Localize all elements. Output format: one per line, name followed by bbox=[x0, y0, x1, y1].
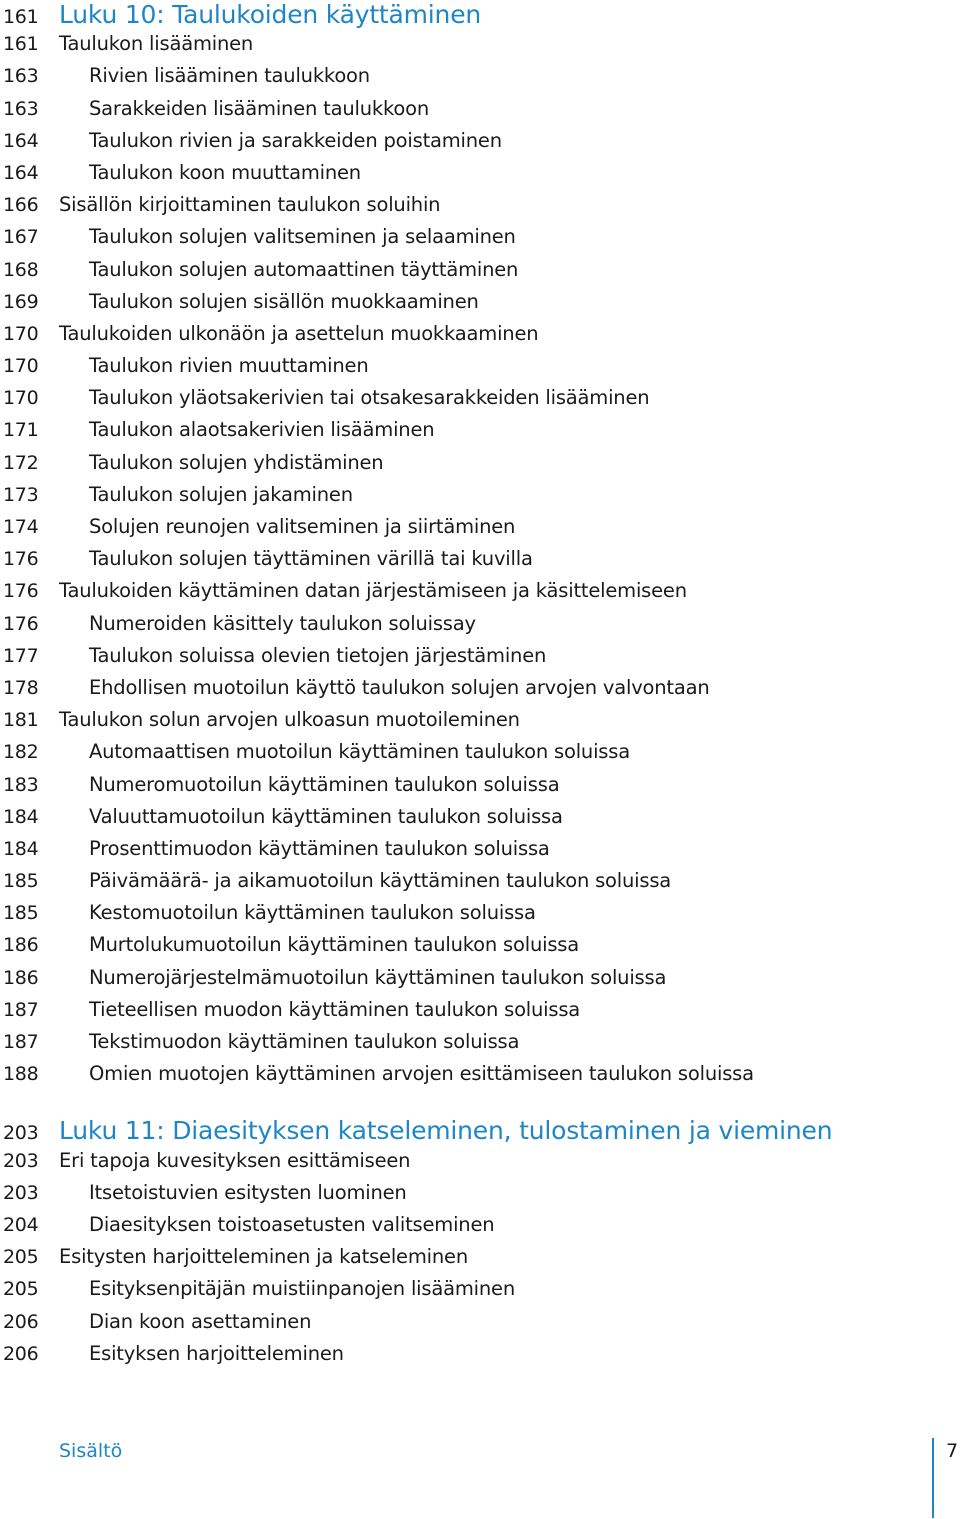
entry-title: Taulukon koon muuttaminen bbox=[89, 160, 361, 184]
toc-subsection-entry[interactable] bbox=[0, 773, 960, 805]
toc-subsection-entry[interactable] bbox=[0, 1277, 960, 1309]
entry-title: Taulukon rivien ja sarakkeiden poistaminen bbox=[89, 128, 502, 152]
chapter-block bbox=[0, 1116, 960, 1374]
entry-page-number: 203 bbox=[3, 1181, 39, 1204]
entry-title: Taulukon solujen jakaminen bbox=[89, 482, 353, 506]
entry-title: Ehdollisen muotoilun käyttö taulukon solujen arvojen valvontaan bbox=[89, 675, 710, 699]
entry-page-number: 185 bbox=[3, 902, 39, 925]
toc-subsection-entry[interactable] bbox=[0, 418, 960, 450]
entry-title: Taulukon soluissa olevien tietojen järjestäminen bbox=[89, 643, 547, 667]
chapter-title: Luku 11: Diaesityksen katseleminen, tulostaminen ja vieminen bbox=[59, 1116, 833, 1146]
entry-title: Murtolukumuotoilun käyttäminen taulukon soluissa bbox=[89, 933, 579, 957]
toc-subsection-entry[interactable] bbox=[0, 547, 960, 579]
toc-subsection-entry[interactable] bbox=[0, 451, 960, 483]
toc-subsection-entry[interactable] bbox=[0, 1213, 960, 1245]
toc-subsection-entry[interactable] bbox=[0, 1030, 960, 1062]
entry-title: Diaesityksen toistoasetusten valitseminen bbox=[89, 1212, 495, 1236]
footer-page-number: 7 bbox=[946, 1440, 959, 1462]
entry-title: Eri tapoja kuvesityksen esittämiseen bbox=[59, 1148, 411, 1172]
entry-page-number: 186 bbox=[3, 934, 39, 957]
toc-section-entry[interactable] bbox=[0, 1149, 960, 1181]
entry-title: Päivämäärä- ja aikamuotoilun käyttäminen taulukon soluissa bbox=[89, 869, 672, 893]
entry-page-number: 171 bbox=[3, 419, 39, 442]
chapter-page-number: 203 bbox=[3, 1122, 39, 1145]
toc-subsection-entry[interactable] bbox=[0, 64, 960, 96]
toc-section-entry[interactable] bbox=[0, 32, 960, 64]
toc-subsection-entry[interactable] bbox=[0, 483, 960, 515]
toc-subsection-entry[interactable] bbox=[0, 97, 960, 129]
entry-title: Taulukon lisääminen bbox=[59, 32, 254, 56]
toc-subsection-entry[interactable] bbox=[0, 161, 960, 193]
entry-title: Tieteellisen muodon käyttäminen taulukon soluissa bbox=[89, 997, 581, 1021]
entry-title: Solujen reunojen valitseminen ja siirtäminen bbox=[89, 515, 516, 538]
entry-page-number: 163 bbox=[3, 65, 39, 88]
entry-page-number: 170 bbox=[3, 355, 39, 378]
entry-page-number: 206 bbox=[3, 1310, 39, 1333]
entry-title: Prosenttimuodon käyttäminen taulukon soluissa bbox=[89, 836, 550, 860]
toc-subsection-entry[interactable] bbox=[0, 837, 960, 869]
entry-page-number: 185 bbox=[3, 870, 39, 893]
toc-section-entry[interactable] bbox=[0, 708, 960, 740]
toc-subsection-entry[interactable] bbox=[0, 515, 960, 547]
entry-title: Taulukon yläotsakerivien tai otsakesarakkeiden lisääminen bbox=[89, 386, 650, 410]
entry-title: Kestomuotoilun käyttäminen taulukon soluissa bbox=[89, 901, 536, 925]
toc-subsection-entry[interactable] bbox=[0, 290, 960, 322]
entry-title: Itsetoistuvien esitysten luominen bbox=[89, 1180, 407, 1204]
toc-subsection-entry[interactable] bbox=[0, 258, 960, 290]
entry-page-number: 168 bbox=[3, 258, 39, 281]
footer-section-title: Sisältö bbox=[59, 1440, 123, 1462]
entry-page-number: 172 bbox=[3, 451, 39, 474]
entry-page-number: 164 bbox=[3, 129, 39, 152]
toc-subsection-entry[interactable] bbox=[0, 1181, 960, 1213]
entry-title: Automaattisen muotoilun käyttäminen taulukon soluissa bbox=[89, 740, 630, 764]
toc-subsection-entry[interactable] bbox=[0, 966, 960, 998]
entry-page-number: 173 bbox=[3, 483, 39, 506]
entry-title: Numeromuotoilun käyttäminen taulukon soluissa bbox=[89, 772, 560, 796]
entry-title: Rivien lisääminen taulukkoon bbox=[89, 64, 370, 88]
chapter-heading[interactable] bbox=[0, 1116, 960, 1148]
entry-page-number: 204 bbox=[3, 1213, 39, 1236]
toc-section-entry[interactable] bbox=[0, 322, 960, 354]
entry-title: Numeroiden käsittely taulukon soluissay bbox=[89, 611, 476, 635]
toc-subsection-entry[interactable] bbox=[0, 933, 960, 965]
chapter-heading[interactable] bbox=[0, 0, 960, 32]
toc-subsection-entry[interactable] bbox=[0, 1062, 960, 1094]
toc-subsection-entry[interactable] bbox=[0, 676, 960, 708]
entry-title: Dian koon asettaminen bbox=[89, 1309, 312, 1333]
entry-title: Esityksenpitäjän muistiinpanojen lisääminen bbox=[89, 1277, 515, 1301]
entry-title: Tekstimuodon käyttäminen taulukon soluissa bbox=[89, 1030, 520, 1053]
entry-page-number: 161 bbox=[3, 33, 39, 56]
entry-title: Numerojärjestelmämuotoilun käyttäminen taulukon soluissa bbox=[89, 965, 667, 989]
toc-subsection-entry[interactable] bbox=[0, 644, 960, 676]
entry-title: Taulukon solujen yhdistäminen bbox=[89, 450, 384, 474]
entry-title: Taulukon solujen valitseminen ja selaaminen bbox=[89, 225, 516, 249]
toc-subsection-entry[interactable] bbox=[0, 740, 960, 772]
entry-page-number: 186 bbox=[3, 966, 39, 989]
toc-subsection-entry[interactable] bbox=[0, 998, 960, 1030]
entry-title: Valuuttamuotoilun käyttäminen taulukon soluissa bbox=[89, 804, 563, 828]
entry-title: Taulukon solujen automaattinen täyttäminen bbox=[89, 257, 519, 281]
toc-subsection-entry[interactable] bbox=[0, 129, 960, 161]
entry-page-number: 176 bbox=[3, 612, 39, 635]
entry-page-number: 181 bbox=[3, 709, 39, 732]
chapter-title: Luku 10: Taulukoiden käyttäminen bbox=[59, 0, 482, 29]
entry-page-number: 166 bbox=[3, 194, 39, 217]
entry-page-number: 174 bbox=[3, 516, 39, 538]
toc-section-entry[interactable] bbox=[0, 1245, 960, 1277]
entry-page-number: 205 bbox=[3, 1278, 39, 1301]
page-footer bbox=[0, 1440, 960, 1510]
entry-page-number: 187 bbox=[3, 998, 39, 1021]
toc-subsection-entry[interactable] bbox=[0, 225, 960, 257]
entry-title: Sarakkeiden lisääminen taulukkoon bbox=[89, 96, 429, 120]
entry-page-number: 205 bbox=[3, 1246, 39, 1269]
entry-page-number: 188 bbox=[3, 1063, 39, 1086]
entry-page-number: 183 bbox=[3, 773, 39, 796]
entry-page-number: 177 bbox=[3, 644, 39, 667]
entry-page-number: 206 bbox=[3, 1342, 39, 1365]
toc-subsection-entry[interactable] bbox=[0, 612, 960, 644]
entry-title: Esitysten harjoitteleminen ja katseleminen bbox=[59, 1245, 468, 1269]
entry-page-number: 182 bbox=[3, 741, 39, 764]
toc-subsection-entry[interactable] bbox=[0, 805, 960, 837]
entry-title: Taulukon solujen sisällön muokkaaminen bbox=[89, 289, 479, 313]
toc-subsection-entry[interactable] bbox=[0, 901, 960, 933]
entry-page-number: 187 bbox=[3, 1031, 39, 1053]
entry-title: Taulukoiden ulkonäön ja asettelun muokkaaminen bbox=[59, 321, 539, 345]
entry-page-number: 170 bbox=[3, 322, 39, 345]
toc-subsection-entry[interactable] bbox=[0, 869, 960, 901]
entry-page-number: 184 bbox=[3, 837, 39, 860]
entry-page-number: 164 bbox=[3, 161, 39, 184]
chapter-page-number: 161 bbox=[3, 6, 39, 28]
entry-page-number: 203 bbox=[3, 1149, 39, 1172]
toc-subsection-entry[interactable] bbox=[0, 386, 960, 418]
entry-page-number: 163 bbox=[3, 97, 39, 120]
entry-title: Esityksen harjoitteleminen bbox=[89, 1341, 344, 1365]
toc-section-entry[interactable] bbox=[0, 579, 960, 611]
entry-title: Omien muotojen käyttäminen arvojen esittämiseen taulukon soluissa bbox=[89, 1062, 754, 1086]
toc-subsection-entry[interactable] bbox=[0, 354, 960, 386]
toc-subsection-entry[interactable] bbox=[0, 1310, 960, 1342]
entry-title: Taulukoiden käyttäminen datan järjestämiseen ja käsittelemiseen bbox=[59, 579, 687, 603]
entry-page-number: 184 bbox=[3, 805, 39, 828]
entry-page-number: 170 bbox=[3, 387, 39, 410]
entry-title: Taulukon solujen täyttäminen värillä tai kuvilla bbox=[89, 547, 533, 571]
entry-page-number: 176 bbox=[3, 548, 39, 571]
entry-page-number: 178 bbox=[3, 676, 39, 699]
entry-title: Taulukon solun arvojen ulkoasun muotoileminen bbox=[59, 708, 520, 732]
footer-divider bbox=[932, 1438, 934, 1518]
entry-page-number: 176 bbox=[3, 580, 39, 603]
toc-subsection-entry[interactable] bbox=[0, 1342, 960, 1374]
entry-page-number: 169 bbox=[3, 290, 39, 313]
entry-title: Taulukon alaotsakerivien lisääminen bbox=[89, 418, 435, 442]
toc-section-entry[interactable] bbox=[0, 193, 960, 225]
entry-title: Taulukon rivien muuttaminen bbox=[89, 354, 369, 378]
entry-page-number: 167 bbox=[3, 226, 39, 249]
entry-title: Sisällön kirjoittaminen taulukon soluihin bbox=[59, 193, 441, 217]
